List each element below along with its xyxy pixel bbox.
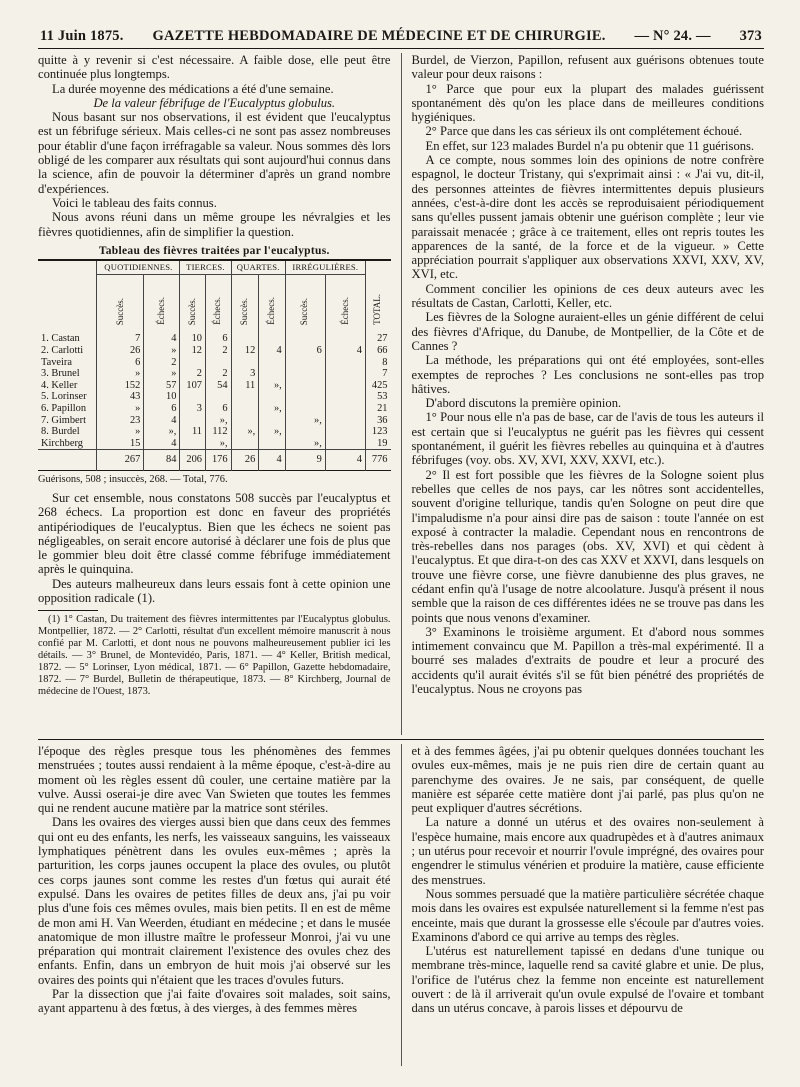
group-header: QUARTES. xyxy=(231,260,285,275)
paragraph: Burdel, de Vierzon, Papillon, refusent aux guérisons obtenues toute valeur pour deux raisons : xyxy=(411,53,764,82)
author-cell: 3. Brunel xyxy=(41,368,80,380)
value-cell xyxy=(259,329,285,345)
value-cell: 26 xyxy=(97,345,144,357)
value-cell: 152 xyxy=(97,380,144,392)
paragraph: Nous sommes persuadé que la matière particulière sécrétée chaque mois dans les ovaires est expulsée naturellement si la femme n'est pas enceinte, mais que durant la grossesse elle s'écoule par d'autres voies. Examinons d'abord ce qui arrive au temps des règles. xyxy=(411,886,764,944)
value-cell: », xyxy=(205,438,231,450)
table-summary: Guérisons, 508 ; insuccès, 268. — Total, 776. xyxy=(38,473,228,485)
paragraph: D'abord discutons la première opinion. xyxy=(425,396,622,411)
paragraph: 1° Parce que pour eux la plupart des malades guérissent spontanément dès qu'on les place dans de meilleures conditions hygiéniques. xyxy=(411,81,764,125)
total-cell: 84 xyxy=(144,450,180,471)
value-cell xyxy=(325,391,365,403)
value-cell xyxy=(231,329,259,345)
paragraph: Nous avons réuni dans un même groupe les névralgies et les fièvres quotidiennes, afin de simplifier la question. xyxy=(38,210,391,239)
total-cell: 9 xyxy=(285,450,325,471)
paragraph: et à des femmes âgées, j'ai pu obtenir quelques données touchant les ovules eux-mêmes, mais je ne puis rien dire de certain quant au parenchyme des ovaires. Je ne sais, par conséquent, de quelle manière est séparée cette matière dont j'ai parlé, pas plus qu'on ne peut expliquer d'autres sécrétions. xyxy=(411,744,764,816)
value-cell: », xyxy=(285,438,325,450)
value-cell xyxy=(180,357,206,369)
value-cell xyxy=(231,403,259,415)
value-cell: » xyxy=(97,403,144,415)
left-column xyxy=(38,53,402,735)
value-cell: 11 xyxy=(231,380,259,392)
group-header: TIERCES. xyxy=(180,260,231,275)
value-cell: » xyxy=(97,368,144,380)
value-cell: », xyxy=(285,415,325,427)
paragraph: Voici le tableau des faits connus. xyxy=(52,195,217,210)
paragraph: 3° Examinons le troisième argument. Et d'abord nous sommes intimement convaincu que M. Papillon a très-mal expérimenté. Il a bourré ses malades d'extraits de poudre et leur a procuré des accidents qu'il aurait évités s'il se fût bien pénétré des propriétés de l'eucalyptus. Nous ne croyons pas xyxy=(411,624,764,697)
value-cell: 23 xyxy=(97,415,144,427)
paragraph: La durée moyenne des médications a été d'une semaine. xyxy=(52,81,334,96)
value-cell xyxy=(285,329,325,345)
group-header: QUOTIDIENNES. xyxy=(97,260,180,275)
value-cell: 53 xyxy=(365,391,390,403)
author-cell: 6. Papillon xyxy=(41,403,87,415)
value-cell: 66 xyxy=(365,345,390,357)
value-cell: », xyxy=(144,426,180,438)
value-cell xyxy=(285,426,325,438)
value-cell: 3 xyxy=(180,403,206,415)
paragraph: quitte à y revenir si c'est nécessaire. A faible dose, elle peut être continuée plus longtemps. xyxy=(38,53,391,82)
author-cell: 8. Burdel xyxy=(41,426,80,438)
value-cell: 4 xyxy=(144,415,180,427)
paragraph: En effet, sur 123 malades Burdel n'a pu obtenir que 11 guérisons. xyxy=(425,138,755,153)
value-cell: 2 xyxy=(205,368,231,380)
value-cell: 7 xyxy=(97,329,144,345)
value-cell: 6 xyxy=(97,357,144,369)
paragraph: La méthode, les préparations qui ont été employées, sont-elles exemptes de reproches ? Les conclusions ne sont-elles pas trop hâtives. xyxy=(411,353,764,396)
author-cell: 1. Castan xyxy=(41,333,80,345)
table-row xyxy=(38,329,391,345)
value-cell: 6 xyxy=(205,329,231,345)
sub-header: Succès. xyxy=(285,275,325,330)
paragraph: 2° Il est fort possible que les fièvres de la Sologne soient plus rebelles que celles de nos pays, car les nôtres sont accidentelles, souvent d'origine tellurique, tandis qu'en Sologne on peut dire que l'impaludisme n'a pour ainsi dire pas de saison : toute l'année on est exposé à contracter la maladie. Cependant nous en rencontrons de très-rebelles dans nos parages (obs. XV, XVI) et qui cèdent à l'eucalyptus. Et que dira-t-on des cas XXV et XXVI, dans lesquels on trouve une fièvre corse, une fièvre danubienne des plus graves, ne cédant enfin qu'à l'usage de notre alcoolature. Jusqu'à présent il nous semble que la raison de ces différentes idées ne se trouve pas dans les points que nous venons d'examiner. xyxy=(411,467,764,625)
value-cell xyxy=(285,357,325,369)
value-cell xyxy=(325,415,365,427)
fever-table xyxy=(38,259,391,471)
author-cell: 4. Keller xyxy=(41,379,78,391)
value-cell: 11 xyxy=(180,426,206,438)
paragraph: Dans les ovaires des vierges aussi bien que dans ceux des femmes qui ont eu des enfants, les nerfs, les vaisseaux sanguins, les vaisseaux lymphatiques pénètrent dans les ovules eux-mêmes ; après la parturition, les corps jaunes occupent la place des ovules, ou plutôt ces corps jaunes sont comme les restes d'un fœtus qui aurait été expulsé. Dans les ovaires de petites filles de deux ans, j'ai pu voir plus d'une fois ces mêmes ovules, mais bien petits. Il en est de même de mon ami H. Van Weerden, étudiant en médecine ; et dans le musée anatomique de mon illustre maître le professeur Monroi, j'ai vu une préparation qui montrait clairement l'existence des ovules chez des enfants. Enfin, dans un embryon de huit mois j'ai observé sur les ovaires des points qui n'étaient que les traces d'ovules futurs. xyxy=(38,815,391,987)
value-cell xyxy=(325,329,365,345)
sub-header: Succès. xyxy=(231,275,259,330)
paragraph: Les fièvres de la Sologne auraient-elles un génie différent de celui des fièvres d'Afrique, du Danube, de Montpellier, de la Côte et de Cannes ? xyxy=(411,310,764,353)
value-cell: 425 xyxy=(365,380,390,392)
table-row xyxy=(38,380,391,392)
value-cell: 10 xyxy=(144,391,180,403)
journal-title: GAZETTE HEBDOMADAIRE DE MÉDECINE ET DE CHIRURGIE. xyxy=(152,28,606,44)
table-row xyxy=(38,403,391,415)
value-cell: 2 xyxy=(144,357,180,369)
value-cell: 36 xyxy=(365,415,390,427)
value-cell: » xyxy=(144,368,180,380)
value-cell: 4 xyxy=(259,345,285,357)
author-header xyxy=(38,260,97,330)
value-cell: 6 xyxy=(285,345,325,357)
value-cell xyxy=(259,391,285,403)
total-cell: 776 xyxy=(365,450,390,471)
value-cell: 54 xyxy=(205,380,231,392)
author-cell: Kirchberg xyxy=(41,437,83,449)
author-cell xyxy=(38,450,97,471)
value-cell xyxy=(325,426,365,438)
value-cell: 2 xyxy=(180,368,206,380)
table-row xyxy=(38,357,391,369)
value-cell xyxy=(231,415,259,427)
value-cell: 2 xyxy=(205,345,231,357)
paragraph: L'utérus est naturellement tapissé en dedans d'une tunique ou membrane très-mince, laquelle rend sa cavité glabre et unie. De plus, l'orifice de l'utérus chez la femme non enceinte est naturellement ouvert : de là il arriverait qu'un ovule expulsé de l'ovaire et tombant dans un utérus concave, à parois lisses et dépourvu de xyxy=(411,944,764,1016)
value-cell: 3 xyxy=(231,368,259,380)
value-cell xyxy=(259,368,285,380)
value-cell xyxy=(325,403,365,415)
paragraph: Des auteurs malheureux dans leurs essais font à cette opinion une opposition radicale (1). xyxy=(38,576,391,606)
value-cell: 12 xyxy=(180,345,206,357)
lower-right-column xyxy=(402,744,765,1066)
sub-header: Échecs. xyxy=(144,275,180,330)
value-cell: 27 xyxy=(365,329,390,345)
fever-table-body xyxy=(38,329,391,470)
value-cell xyxy=(180,438,206,450)
value-cell xyxy=(285,391,325,403)
value-cell: 43 xyxy=(97,391,144,403)
value-cell xyxy=(325,368,365,380)
total-cell: 4 xyxy=(325,450,365,471)
issue-date: 11 Juin 1875. xyxy=(40,28,124,44)
sub-header: Succès. xyxy=(180,275,206,330)
sub-header: Succès. xyxy=(97,275,144,330)
value-cell: 4 xyxy=(325,345,365,357)
section-divider xyxy=(38,739,764,740)
table-row xyxy=(38,368,391,380)
value-cell xyxy=(259,438,285,450)
sub-header: Échecs. xyxy=(205,275,231,330)
section-heading: De la valeur fébrifuge de l'Eucalyptus globulus. xyxy=(93,95,336,110)
value-cell: 6 xyxy=(144,403,180,415)
paragraph: 1° Pour nous elle n'a pas de base, car de l'avis de tous les auteurs il est certain que si l'eucalyptus ne guérit pas les fièvres qui cessent spontanément, il guérit les fièvres rebelles au quinquina et à d'autres fébrifuges (voy. obs. XV, XVI, XXV, XXVI, etc.). xyxy=(411,410,764,468)
table-row xyxy=(38,415,391,427)
paragraph: Par la dissection que j'ai faite d'ovaires soit malades, soit sains, ayant appartenu à des fœtus, à des vierges, à des femmes mères xyxy=(38,987,391,1016)
value-cell xyxy=(180,415,206,427)
right-column xyxy=(402,53,765,735)
sub-header: Échecs. xyxy=(325,275,365,330)
value-cell: 107 xyxy=(180,380,206,392)
paragraph: A ce compte, nous sommes loin des opinions de notre confrère espagnol, le docteur Tristany, qui s'exprimait ainsi : « J'ai vu, dit-il, des personnes atteintes de fièvres intermittentes depuis plusieurs années, c'est-à-dire dont les accès se reproduisaient périodiquement sans qu'elles pussent jamais obtenir une guérison complète ; leur vie paraissait menacée ; grâce à ce traitement, elles ont repris toutes les apparences de la santé, de la force et de la vigueur. » Cette appréciation pourrait s'appliquer aux observations XXVI, XXV, XV, XVI, etc. xyxy=(411,153,764,282)
value-cell xyxy=(205,357,231,369)
table-row xyxy=(38,391,391,403)
total-cell: 267 xyxy=(97,450,144,471)
value-cell: 10 xyxy=(180,329,206,345)
paragraph: Nous basant sur nos observations, il est évident que l'eucalyptus est un fébrifuge sérieux. Mais celles-ci ne sont pas assez nombreuses pour établir d'une façon irréfragable sa valeur. Nous sommes dès lors obligé de les comparer aux résultats qui sont aujourd'hui connus dans la science, afin de pouvoir la déterminer d'après un grand nombre d'expériences. xyxy=(38,110,391,196)
value-cell xyxy=(325,357,365,369)
value-cell: 6 xyxy=(205,403,231,415)
total-header: TOTAL. xyxy=(365,260,390,330)
author-cell: Taveira xyxy=(41,356,72,368)
value-cell xyxy=(285,403,325,415)
sub-header: Échecs. xyxy=(259,275,285,330)
upper-section xyxy=(38,53,764,735)
value-cell: », xyxy=(205,415,231,427)
value-cell: », xyxy=(259,426,285,438)
paragraph: Sur cet ensemble, nous constatons 508 succès par l'eucalyptus et 268 échecs. La proportion est donc en faveur des propriétés antipériodiques de l'eucalyptus. Bien que les échecs ne soient pas négligeables, on serait encore autorisé à déclarer une fois de plus que le gommier bleu doit être classé comme fébrifuge immédiatement après le quinquina. xyxy=(38,490,391,577)
value-cell: 57 xyxy=(144,380,180,392)
issue-number: — N° 24. — xyxy=(634,28,711,44)
table-row xyxy=(38,345,391,357)
lower-section xyxy=(38,744,764,1066)
paragraph: 2° Parce que dans les cas sérieux ils ont complétement échoué. xyxy=(425,124,743,139)
value-cell xyxy=(205,391,231,403)
value-cell: 4 xyxy=(144,329,180,345)
table-row xyxy=(38,426,391,438)
value-cell: 4 xyxy=(144,438,180,450)
author-cell: 5. Lorinser xyxy=(41,391,87,403)
footnote: (1) 1° Castan, Du traitement des fièvres intermittentes par l'Eucalyptus globulus. Montpellier, 1872. — 2° Carlotti, résultat d'un excellent mémoire manuscrit à nous confié par M. Carlotti, et dont nous ne pouvons malheureusement publier ici les détails. — 3° Brunel, de Montevidéo, Paris, 1871. — 4° Keller, British medical, 1872. — 5° Lorinser, Lyon médical, 1871. — 6° Papillon, Gazette hebdomadaire, 1872. — 7° Burdel, Bulletin de thérapeutique, 1873. — 8° Kirchberg, Journal de médecine de l'Ouest, 1873. xyxy=(38,614,391,698)
value-cell: 12 xyxy=(231,345,259,357)
value-cell: 21 xyxy=(365,403,390,415)
value-cell: 15 xyxy=(97,438,144,450)
author-cell: 2. Carlotti xyxy=(41,345,84,357)
total-cell: 26 xyxy=(231,450,259,471)
paragraph: La nature a donné un utérus et des ovaires non-seulement à l'espèce humaine, mais encore aux quadrupèdes et à d'autres animaux ; un utérus pour recevoir et nourrir l'ovule imprégné, des ovaires pour engendrer le stimulus vénérien et produire la matière, cause efficiente des menstrues. xyxy=(411,815,764,887)
lower-left-column xyxy=(38,744,402,1066)
group-header: IRRÉGULIÈRES. xyxy=(285,260,365,275)
total-cell: 4 xyxy=(259,450,285,471)
running-head xyxy=(38,6,764,49)
value-cell xyxy=(285,380,325,392)
value-cell: 112 xyxy=(205,426,231,438)
table-row xyxy=(38,438,391,450)
value-cell: », xyxy=(259,403,285,415)
value-cell: », xyxy=(259,380,285,392)
total-cell: 206 xyxy=(180,450,206,471)
value-cell: 8 xyxy=(365,357,390,369)
paragraph: Comment concilier les opinions de ces deux auteurs avec les résultats de Castan, Carlotti, Keller, etc. xyxy=(411,281,764,311)
value-cell: 123 xyxy=(365,426,390,438)
table-title: Tableau des fièvres traitées par l'eucalyptus. xyxy=(98,244,330,257)
value-cell xyxy=(325,438,365,450)
value-cell xyxy=(259,415,285,427)
footnote-separator xyxy=(38,610,98,611)
page-number: 373 xyxy=(739,28,762,44)
total-cell: 176 xyxy=(205,450,231,471)
value-cell xyxy=(231,391,259,403)
value-cell xyxy=(285,368,325,380)
value-cell: », xyxy=(231,426,259,438)
value-cell: » xyxy=(144,345,180,357)
value-cell: » xyxy=(97,426,144,438)
value-cell xyxy=(259,357,285,369)
author-cell: 7. Gimbert xyxy=(41,414,87,426)
value-cell xyxy=(231,438,259,450)
value-cell: 7 xyxy=(365,368,390,380)
totals-row xyxy=(38,450,391,471)
paragraph: l'époque des règles presque tous les phénomènes des femmes menstruées ; toutes aussi rendaient à la même époque, c'est-à-dire au moment où les règles essent dû couler, une certaine matière par la vulve. Aussi oserai-je dire avec Van Swieten que toutes les femmes qui ne rendent aucune matière par la matrice sont stériles. xyxy=(38,744,391,816)
value-cell: 19 xyxy=(365,438,390,450)
value-cell xyxy=(231,357,259,369)
value-cell xyxy=(180,391,206,403)
value-cell xyxy=(325,380,365,392)
